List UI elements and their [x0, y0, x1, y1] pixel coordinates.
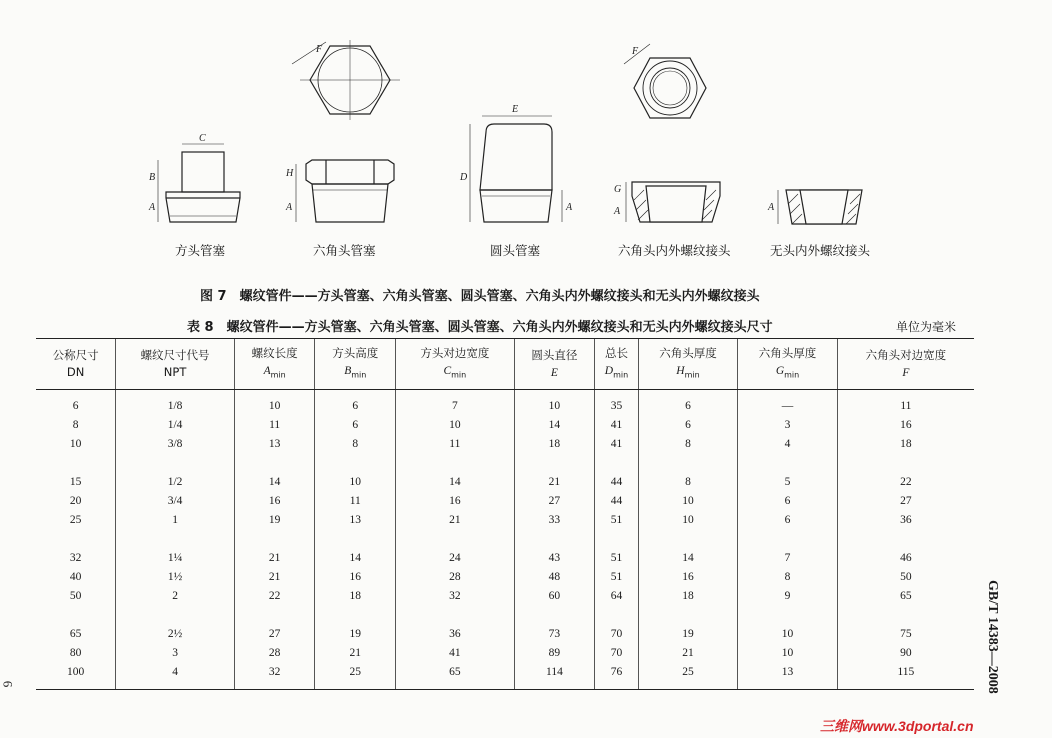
column-header-title: 六角头对边宽度: [865, 347, 947, 362]
column-header-symbol: [117, 364, 233, 381]
watermark: 三维网www.3dportal.cn: [820, 718, 974, 734]
column-header: [116, 339, 235, 390]
square-head-plug-drawing: [148, 133, 240, 222]
column-symbol: DN: [66, 365, 85, 379]
spacer-cell: [738, 529, 838, 548]
table-cell: 13: [315, 510, 396, 529]
table-cell: 10: [738, 624, 838, 643]
column-header: [315, 339, 396, 390]
column-header-title: 总长: [604, 345, 628, 360]
table-cell: 6: [315, 415, 396, 434]
spacer-cell: [396, 453, 515, 472]
table-cell: 51: [595, 510, 638, 529]
table-cell: 80: [69, 646, 82, 659]
table-cell: 18: [514, 434, 595, 453]
table-cell: 65: [69, 627, 82, 640]
table-cell: 7: [738, 548, 838, 567]
table-cell: 50: [837, 567, 974, 586]
group-spacer: [36, 605, 974, 624]
table-cell: 51: [595, 567, 638, 586]
table-cell: 18: [837, 434, 974, 453]
svg-text:D: D: [460, 172, 468, 183]
table-cell: 9: [738, 586, 838, 605]
table-cell: 46: [837, 548, 974, 567]
table-row: [36, 491, 974, 510]
table-cell: 51: [595, 548, 638, 567]
table-cell: 10: [69, 437, 82, 450]
table-cell: 22: [234, 586, 315, 605]
column-header-title: 六角头厚度: [659, 345, 717, 360]
column-symbol-subscript: min: [684, 370, 700, 380]
table-cell: 19: [638, 624, 738, 643]
table-row: [36, 624, 974, 643]
column-symbol-subscript: min: [351, 370, 367, 380]
table-row: [36, 472, 974, 491]
figure-7: [0, 40, 1052, 260]
table-cell: 32: [234, 662, 315, 690]
column-symbol-subscript: min: [451, 370, 467, 380]
column-header-title: 公称尺寸: [52, 348, 99, 362]
spacer-cell: [837, 529, 974, 548]
column-symbol: D: [604, 364, 614, 377]
table-cell: 36: [396, 624, 515, 643]
svg-text:F: F: [316, 44, 323, 55]
table-cell: 8: [315, 434, 396, 453]
table-cell: 18: [638, 586, 738, 605]
table-cell: 1/2: [116, 472, 235, 491]
table-cell: 32: [396, 586, 515, 605]
table-cell: 44: [595, 472, 638, 491]
dimensions-table: [36, 338, 974, 690]
group-spacer: [36, 453, 974, 472]
table-cell: 16: [396, 491, 515, 510]
column-symbol: NPT: [163, 365, 187, 379]
table-cell: 1½: [116, 567, 235, 586]
column-symbol: G: [775, 364, 785, 377]
table-cell: 19: [234, 510, 315, 529]
column-header-symbol: [596, 362, 636, 383]
table-row: [36, 434, 974, 453]
table-cell: 70: [595, 624, 638, 643]
spacer-cell: [315, 605, 396, 624]
table-cell: 25: [638, 662, 738, 690]
table-row: [36, 510, 974, 529]
table-cell: 70: [595, 643, 638, 662]
column-header-symbol: [397, 362, 513, 383]
column-header-symbol: [316, 362, 394, 383]
table-cell: 25: [315, 662, 396, 690]
column-symbol-subscript: min: [613, 370, 629, 380]
table-cell: 8: [72, 418, 79, 431]
table-cell: 6: [315, 390, 396, 416]
table-cell: 21: [234, 567, 315, 586]
table-cell: 36: [837, 510, 974, 529]
column-header-symbol: [739, 362, 836, 383]
table-cell: 44: [595, 491, 638, 510]
column-symbol-subscript: min: [784, 370, 800, 380]
spacer-cell: [396, 605, 515, 624]
column-symbol: C: [443, 364, 452, 377]
table-cell: 16: [315, 567, 396, 586]
svg-text:B: B: [149, 172, 156, 183]
table-cell: 28: [234, 643, 315, 662]
table-cell: 11: [837, 390, 974, 416]
table-row: [36, 390, 974, 416]
spacer-cell: [595, 605, 638, 624]
table-cell: 11: [315, 491, 396, 510]
spacer-cell: [116, 605, 235, 624]
spacer-cell: [234, 605, 315, 624]
table-cell: 76: [595, 662, 638, 690]
spacer-cell: [514, 529, 595, 548]
figure-caption: 图 7 螺纹管件——方头管塞、六角头管塞、圆头管塞、六角头内外螺纹接头和无头内外螺纹接头: [200, 289, 760, 304]
table-row: [36, 567, 974, 586]
column-header: [595, 339, 638, 390]
table-cell: 11: [234, 415, 315, 434]
table-cell: 16: [638, 567, 738, 586]
spacer-cell: [837, 453, 974, 472]
spacer-cell: [638, 453, 738, 472]
spacer-cell: [36, 605, 116, 624]
table-row: [36, 662, 974, 690]
column-header: [396, 339, 515, 390]
table-cell: 32: [69, 551, 82, 564]
table-cell: 6: [638, 390, 738, 416]
table-cell: 10: [638, 510, 738, 529]
table-row: [36, 643, 974, 662]
fittings-drawing: [0, 40, 1052, 260]
spacer-cell: [738, 605, 838, 624]
table-cell: 10: [738, 643, 838, 662]
table-cell: 27: [234, 624, 315, 643]
svg-text:A: A: [566, 202, 573, 213]
column-header-title: 螺纹长度: [251, 345, 298, 360]
svg-text:A: A: [149, 202, 156, 213]
column-header: [638, 339, 738, 390]
spacer-cell: [315, 529, 396, 548]
table-cell: 24: [396, 548, 515, 567]
table-cell: 16: [837, 415, 974, 434]
table-cell: 100: [36, 662, 116, 690]
table-cell: 6: [738, 491, 838, 510]
table-cell: 19: [315, 624, 396, 643]
table-cell: 48: [514, 567, 595, 586]
column-symbol: H: [676, 364, 685, 377]
hex-head-plug-drawing: [285, 40, 400, 222]
round-head-plug-drawing: [459, 104, 573, 222]
column-header-title: 六角头厚度: [758, 345, 817, 360]
table-caption: 表 8 螺纹管件——方头管塞、六角头管塞、圆头管塞、六角头内外螺纹接头和无头内外螺纹接头尺寸: [187, 320, 773, 335]
table-cell: 35: [595, 390, 638, 416]
table-cell: 21: [638, 643, 738, 662]
column-header-symbol: [839, 364, 973, 382]
column-header: [514, 339, 595, 390]
table-cell: 16: [234, 491, 315, 510]
column-header: [36, 339, 116, 390]
table-cell: 10: [315, 472, 396, 491]
unit-note: 单位为毫米: [896, 320, 957, 334]
table-cell: 1/8: [116, 390, 235, 416]
column-header-symbol: [236, 362, 314, 383]
table-row: [36, 586, 974, 605]
table-cell: 21: [514, 472, 595, 491]
side-standard-number: GB/T 14383—2008: [985, 580, 1000, 694]
table-cell: 3/4: [116, 491, 235, 510]
label-headless-bushing: 无头内外螺纹接头: [770, 243, 871, 258]
table-cell: 3: [116, 643, 235, 662]
table-cell: 41: [396, 643, 515, 662]
table-cell: 41: [595, 415, 638, 434]
column-header: [837, 339, 974, 390]
table-cell: 43: [514, 548, 595, 567]
spacer-cell: [234, 453, 315, 472]
table-body: [36, 390, 974, 690]
table-cell: 27: [837, 491, 974, 510]
table-cell: 50: [69, 589, 82, 602]
column-header-title: 方头对边宽度: [420, 345, 490, 360]
column-header-title: 方头高度: [332, 345, 379, 360]
label-round-head-plug: 圆头管塞: [490, 243, 541, 258]
group-spacer: [36, 529, 974, 548]
table-cell: 65: [396, 662, 515, 690]
svg-text:A: A: [286, 202, 293, 213]
table-cell: —: [738, 390, 838, 416]
table-cell: 13: [234, 434, 315, 453]
svg-text:H: H: [286, 168, 294, 179]
table-cell: 64: [595, 586, 638, 605]
table-cell: 114: [514, 662, 595, 690]
column-header-title: 圆头直径: [531, 347, 578, 362]
svg-text:A: A: [768, 202, 775, 213]
table-cell: 6: [72, 399, 79, 412]
column-header-symbol: [516, 364, 594, 382]
table-cell: 10: [234, 390, 315, 416]
table-cell: 5: [738, 472, 838, 491]
spacer-cell: [638, 605, 738, 624]
table-cell: 73: [514, 624, 595, 643]
table-cell: 8: [638, 434, 738, 453]
column-header-title: 螺纹尺寸代号: [140, 348, 210, 362]
label-hex-head-plug: 六角头管塞: [313, 243, 376, 258]
table-cell: 14: [638, 548, 738, 567]
column-symbol: A: [263, 364, 271, 377]
table-cell: 25: [69, 513, 82, 526]
spacer-cell: [315, 453, 396, 472]
table-cell: 1¼: [116, 548, 235, 567]
spacer-cell: [638, 529, 738, 548]
page-number: 6: [0, 680, 16, 688]
table-cell: 6: [638, 415, 738, 434]
table-cell: 28: [396, 567, 515, 586]
column-symbol: B: [344, 364, 352, 377]
table-cell: 40: [69, 570, 82, 583]
table-cell: 33: [514, 510, 595, 529]
table-cell: 21: [315, 643, 396, 662]
table-cell: 89: [514, 643, 595, 662]
table-cell: 41: [595, 434, 638, 453]
table-cell: 27: [514, 491, 595, 510]
table-cell: 115: [837, 662, 974, 690]
column-header-symbol: [640, 362, 737, 383]
spacer-cell: [116, 453, 235, 472]
headless-bushing-drawing: [767, 190, 862, 224]
spacer-cell: [396, 529, 515, 548]
table-cell: 8: [738, 567, 838, 586]
table-cell: 22: [837, 472, 974, 491]
spacer-cell: [36, 529, 116, 548]
table-cell: 4: [738, 434, 838, 453]
table-cell: 14: [396, 472, 515, 491]
label-square-head-plug: 方头管塞: [175, 243, 226, 258]
table-cell: 8: [638, 472, 738, 491]
table-cell: 15: [69, 475, 82, 488]
table-cell: 18: [315, 586, 396, 605]
table-cell: 2½: [116, 624, 235, 643]
spacer-cell: [514, 605, 595, 624]
column-symbol: F: [902, 366, 910, 379]
table-cell: 11: [396, 434, 515, 453]
table-cell: 75: [837, 624, 974, 643]
table-cell: 14: [514, 415, 595, 434]
column-symbol: E: [550, 366, 558, 379]
table-cell: 4: [116, 662, 235, 690]
table-cell: 14: [315, 548, 396, 567]
table-cell: 65: [837, 586, 974, 605]
table-cell: 2: [116, 586, 235, 605]
spacer-cell: [738, 453, 838, 472]
table-cell: 21: [396, 510, 515, 529]
hex-bushing-drawing: [613, 44, 720, 222]
table-cell: 13: [738, 662, 838, 690]
table-row: [36, 548, 974, 567]
spacer-cell: [36, 453, 116, 472]
column-header-symbol: [37, 364, 114, 381]
spacer-cell: [234, 529, 315, 548]
spacer-cell: [837, 605, 974, 624]
table-cell: 7: [396, 390, 515, 416]
table-cell: 21: [234, 548, 315, 567]
spacer-cell: [514, 453, 595, 472]
table-cell: 1/4: [116, 415, 235, 434]
table-cell: 10: [514, 390, 595, 416]
table-cell: 6: [738, 510, 838, 529]
label-hex-bushing: 六角头内外螺纹接头: [618, 243, 731, 258]
column-header: [738, 339, 838, 390]
table-header-row: [36, 339, 974, 390]
svg-text:F: F: [632, 46, 639, 57]
svg-text:G: G: [614, 184, 622, 195]
table-cell: 90: [837, 643, 974, 662]
table-cell: 14: [234, 472, 315, 491]
spacer-cell: [595, 453, 638, 472]
table-cell: 10: [638, 491, 738, 510]
svg-text:E: E: [512, 104, 519, 115]
table-cell: 3/8: [116, 434, 235, 453]
table-row: [36, 415, 974, 434]
column-symbol-subscript: min: [270, 370, 286, 380]
spacer-cell: [595, 529, 638, 548]
table-cell: 60: [514, 586, 595, 605]
dim-c: C: [199, 133, 206, 144]
table-cell: 1: [116, 510, 235, 529]
column-header: [234, 339, 315, 390]
table-cell: 20: [69, 494, 82, 507]
svg-text:A: A: [614, 206, 621, 217]
table-cell: 3: [738, 415, 838, 434]
table-cell: 10: [396, 415, 515, 434]
spacer-cell: [116, 529, 235, 548]
